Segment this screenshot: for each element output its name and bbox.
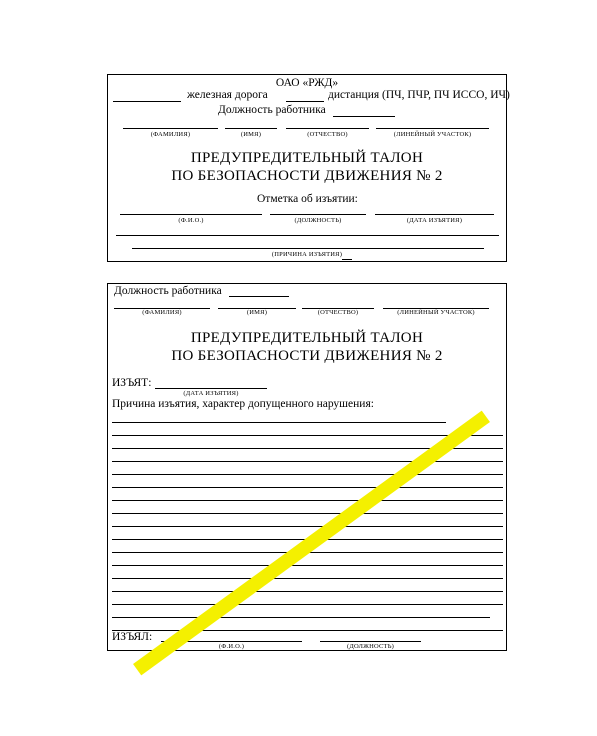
violation-line-13[interactable] xyxy=(112,578,503,579)
violation-line-16[interactable] xyxy=(112,617,490,618)
position-label: Должность работника xyxy=(218,104,326,116)
caption-reason: (ПРИЧИНА ИЗЪЯТИЯ) xyxy=(271,251,343,258)
withdrew-position-field[interactable] xyxy=(320,641,421,642)
caption-patronymic-2: (ОТЧЕСТВО) xyxy=(317,309,359,316)
reason-tail xyxy=(342,259,352,260)
title-line-1-b: ПРЕДУПРЕДИТЕЛЬНЫЙ ТАЛОН xyxy=(190,330,424,346)
violation-line-12[interactable] xyxy=(112,565,503,566)
railway-field[interactable] xyxy=(113,101,181,102)
violation-line-14[interactable] xyxy=(112,591,503,592)
org-name: ОАО «РЖД» xyxy=(275,77,339,89)
name-field[interactable] xyxy=(225,128,277,129)
violation-line-7[interactable] xyxy=(112,500,503,501)
title-line-2: ПО БЕЗОПАСНОСТИ ДВИЖЕНИЯ № 2 xyxy=(171,168,443,184)
withdrawn-date-field[interactable] xyxy=(155,388,267,389)
caption-section: (ЛИНЕЙНЫЙ УЧАСТОК) xyxy=(393,131,472,138)
date-field[interactable] xyxy=(375,214,494,215)
caption-section-2: (ЛИНЕЙНЫЙ УЧАСТОК) xyxy=(397,309,475,316)
violation-line-15[interactable] xyxy=(112,604,503,605)
caption-fio: (Ф.И.О.) xyxy=(178,217,204,224)
caption-name: (ИМЯ) xyxy=(240,131,262,138)
violation-line-2[interactable] xyxy=(112,435,503,436)
section-field[interactable] xyxy=(376,128,489,129)
railway-label: железная дорога xyxy=(187,89,268,101)
caption-surname-2: (ФАМИЛИЯ) xyxy=(142,309,182,316)
withdrawn-label: ИЗЪЯТ: xyxy=(112,377,152,389)
talon-card-bottom xyxy=(107,283,507,651)
caption-withdrew-position: (ДОЛЖНОСТЬ) xyxy=(346,643,395,650)
position-label-2: Должность работника xyxy=(114,285,222,297)
caption-patronymic: (ОТЧЕСТВО) xyxy=(307,131,348,138)
violation-line-8[interactable] xyxy=(112,513,503,514)
reason-line-1[interactable] xyxy=(116,235,499,236)
caption-withdrawn-date: (ДАТА ИЗЪЯТИЯ) xyxy=(183,390,239,397)
job-field[interactable] xyxy=(270,214,366,215)
surname-field[interactable] xyxy=(123,128,218,129)
violation-line-9[interactable] xyxy=(112,526,503,527)
violation-line-1[interactable] xyxy=(112,422,446,423)
violation-line-4[interactable] xyxy=(112,461,503,462)
patronymic-field[interactable] xyxy=(286,128,369,129)
caption-date: (ДАТА ИЗЪЯТИЯ) xyxy=(406,217,463,224)
withdrawal-mark-label: Отметка об изъятии: xyxy=(257,193,358,205)
caption-job: (ДОЛЖНОСТЬ) xyxy=(294,217,342,224)
position-field[interactable] xyxy=(333,116,395,117)
violation-line-17[interactable] xyxy=(112,630,503,631)
reason-line-2[interactable] xyxy=(132,248,484,249)
fio-field[interactable] xyxy=(120,214,262,215)
violation-line-5[interactable] xyxy=(112,474,503,475)
distance-field[interactable] xyxy=(286,101,324,102)
position-field-2[interactable] xyxy=(229,296,289,297)
withdrew-label: ИЗЪЯЛ: xyxy=(112,631,153,643)
caption-surname: (ФАМИЛИЯ) xyxy=(150,131,191,138)
distance-label: дистанция (ПЧ, ПЧР, ПЧ ИССО, ИЧ) xyxy=(328,89,510,101)
reason-label: Причина изъятия, характер допущенного нарушения: xyxy=(112,398,374,410)
title-line-2-b: ПО БЕЗОПАСНОСТИ ДВИЖЕНИЯ № 2 xyxy=(171,348,443,364)
title-line-1: ПРЕДУПРЕДИТЕЛЬНЫЙ ТАЛОН xyxy=(190,150,424,166)
violation-line-6[interactable] xyxy=(112,487,503,488)
caption-name-2: (ИМЯ) xyxy=(246,309,268,316)
caption-withdrew-fio: (Ф.И.О.) xyxy=(218,643,245,650)
talon-card-top xyxy=(107,74,510,262)
